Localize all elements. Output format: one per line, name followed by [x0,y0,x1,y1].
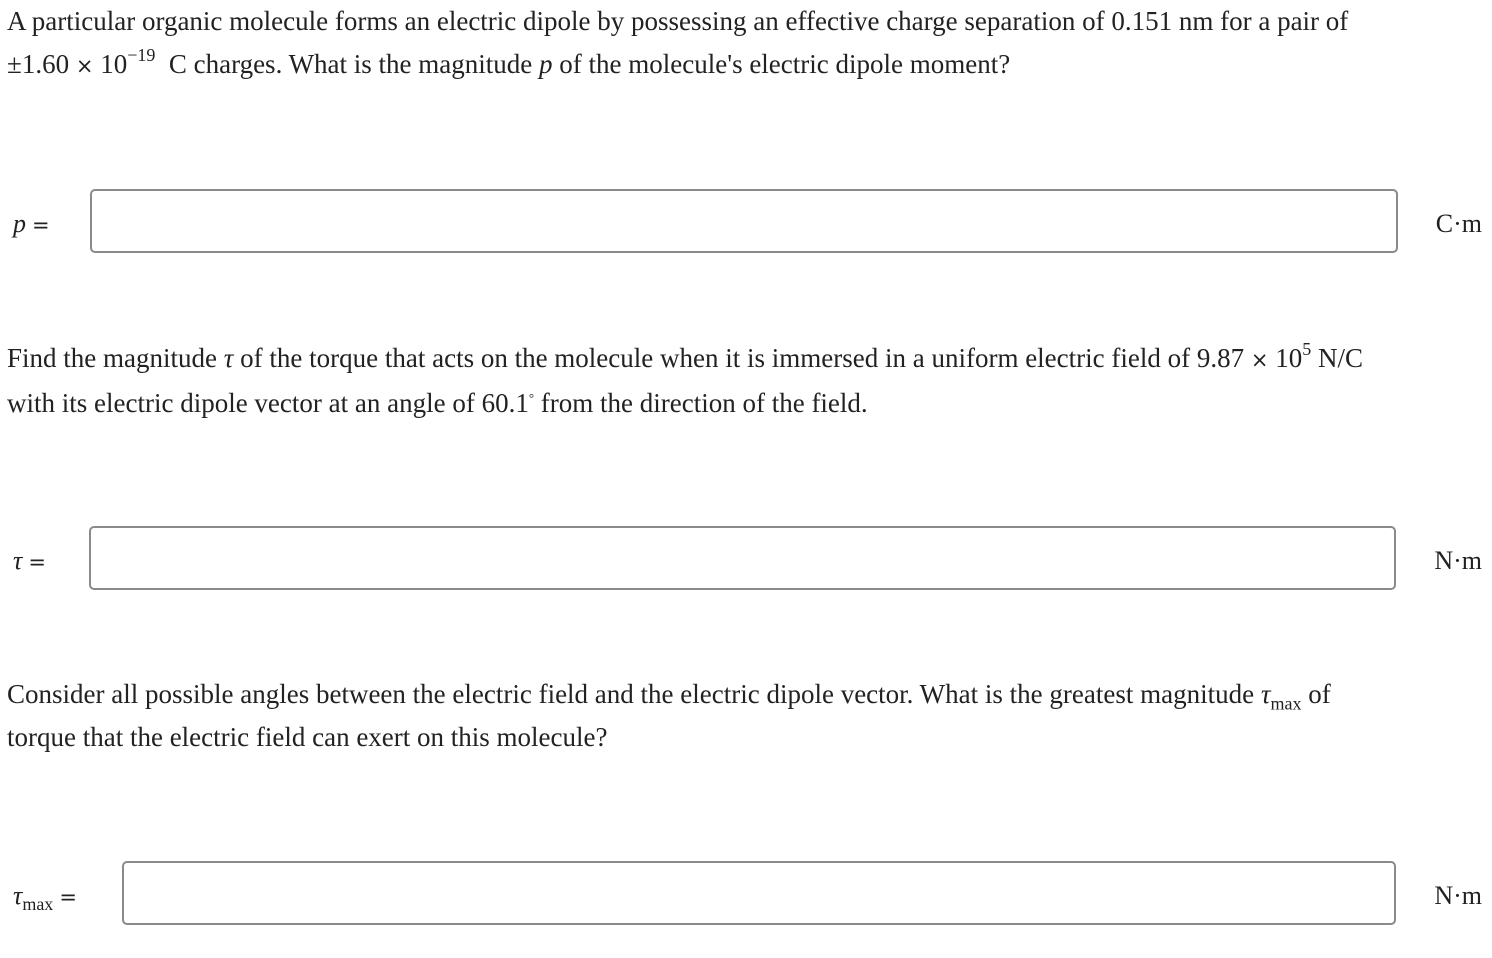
answer-row-tau-max [0,861,1492,931]
q1-times-sign: × [75,54,94,78]
q2-field-unit: N/C [1317,343,1363,373]
p-unit: C·m [1435,209,1482,238]
question-3-text [7,673,1477,759]
q3-variable-tau: τ [1260,679,1271,709]
q2-text-part1: Find the magnitude [7,343,217,373]
q1-variable-p: p [539,49,553,79]
tau-unit: N·m [1434,546,1482,575]
q1-text-part1: A particular organic molecule forms an electric dipole by possessing an effective charge separation of 0.151 nm for a pair of [7,6,1349,36]
q2-times-sign: × [1250,348,1269,372]
question-2-text [7,337,1477,425]
p-label [13,209,50,240]
p-answer-input[interactable] [90,189,1398,253]
tau-label-variable: τ [13,546,23,575]
q2-variable-tau: τ [223,343,234,373]
tau-label-equals: = [28,550,46,574]
tau-max-label [13,881,77,912]
q3-text-part2: of [1308,679,1331,709]
q3-text-part1: Consider all possible angles between the electric field and the electric dipole vector. What is the greatest magnitude [7,679,1255,709]
tau-answer-input[interactable] [89,526,1396,590]
tau-max-label-variable: τ [13,881,23,910]
q1-charge-value: ±1.60 [7,49,70,79]
tau-max-unit: N·m [1434,881,1482,910]
p-label-variable: p [13,209,26,238]
question-1-text [7,0,1477,88]
p-label-equals: = [32,213,50,237]
q2-degree-sign: ° [528,390,535,405]
tau-label [13,546,46,577]
answer-row-p [0,189,1492,259]
q1-text-part2: C charges. What is the magnitude [168,49,533,79]
q1-power-exponent: −19 [127,45,156,65]
q2-power-exponent: 5 [1302,339,1312,359]
q3-text-part3: torque that the electric field can exert on this molecule? [7,722,608,752]
q2-text-part2: of the torque that acts on the molecule when it is immersed in a uniform electric field of 9.87 [240,343,1245,373]
tau-max-answer-input[interactable] [122,861,1396,925]
answer-row-tau [0,526,1492,596]
q2-power-base: 10 [1275,343,1303,373]
q2-text-part5: from the direction of the field. [540,388,868,418]
q3-variable-subscript: max [1270,693,1302,714]
q2-text-part4: with its electric dipole vector at an angle of 60.1 [7,388,529,418]
tau-max-label-subscript: max [22,894,54,914]
tau-max-label-equals: = [59,885,77,909]
q1-text-part3: of the molecule's electric dipole moment? [559,49,1011,79]
q1-power-base: 10 [100,49,128,79]
